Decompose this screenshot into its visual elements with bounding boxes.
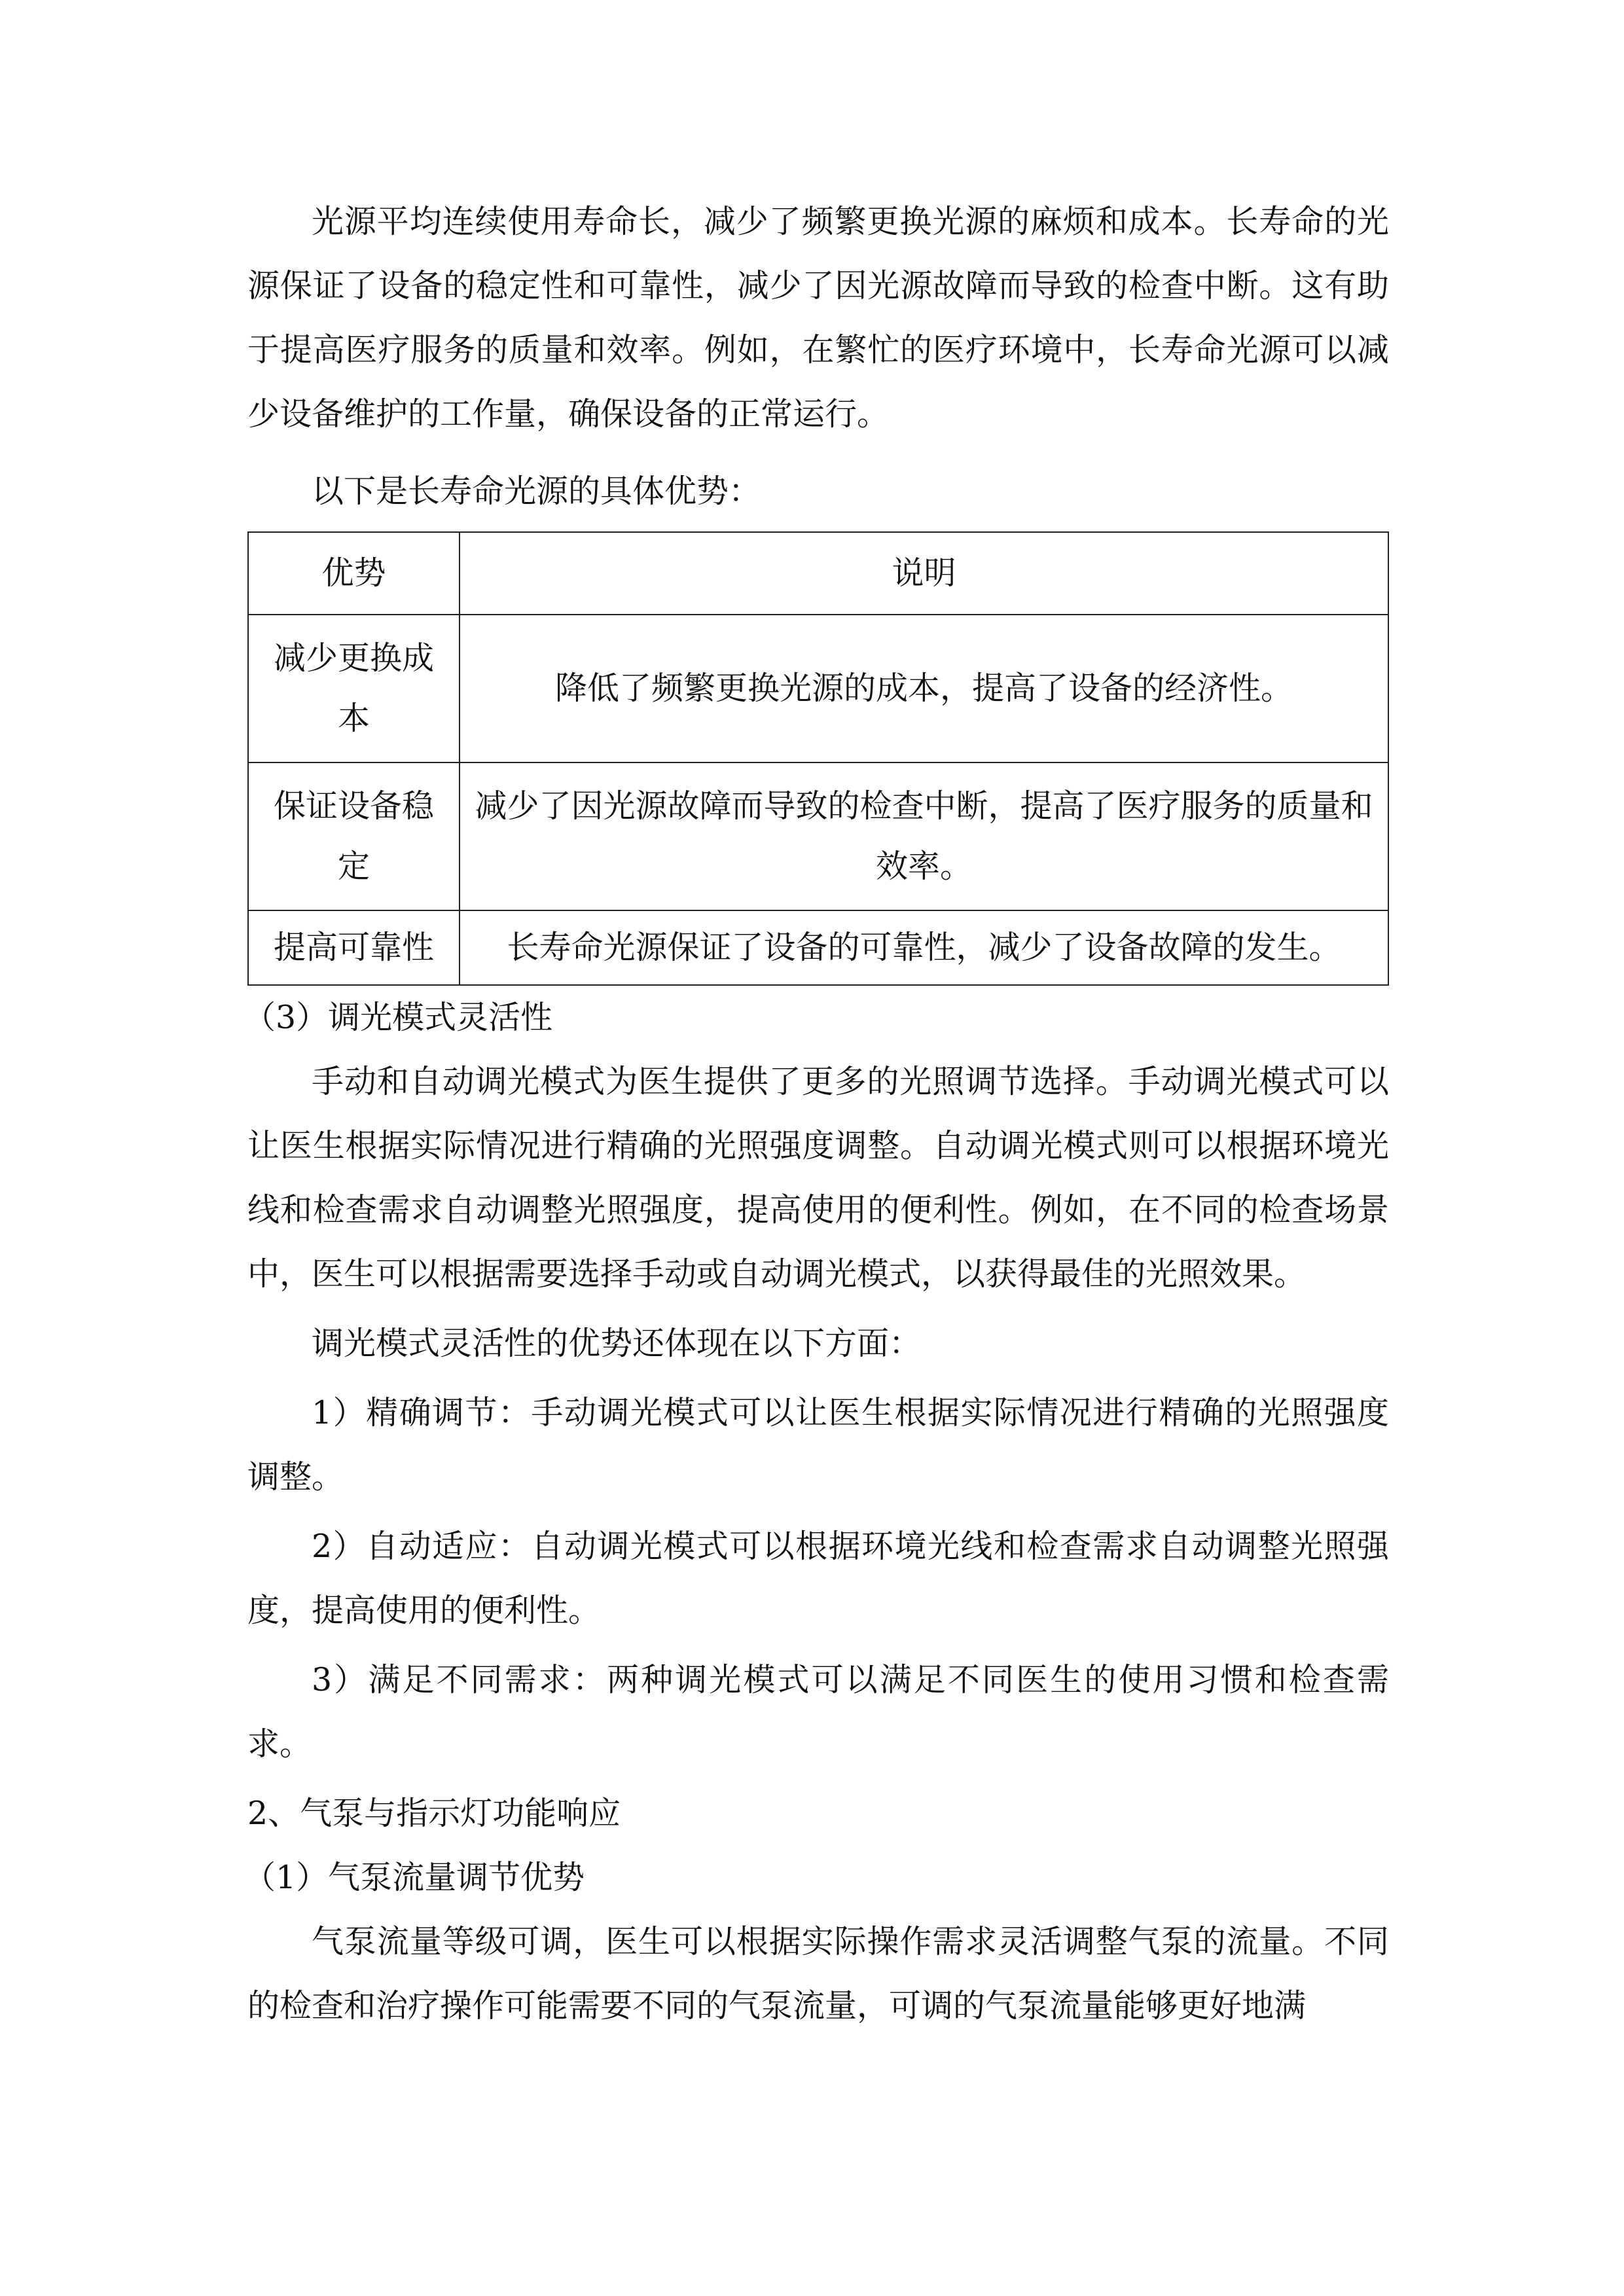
table-row [248, 910, 1388, 985]
paragraph-dimming-advantages-intro: 调光模式灵活性的优势还体现在以下方面： [312, 1325, 922, 1362]
paragraph-light-source-lifespan: 光源平均连续使用寿命长，减少了频繁更换光源的麻烦和成本。长寿命的光源保证了设备的稳定性和可靠性，减少了因光源故障而导致的检查中断。这有助于提高医疗服务的质量和效率。例如，在繁忙的医疗环境中，长寿命光源可以减少设备维护的工作量，确保设备的正常运行。 [247, 203, 1389, 433]
table-cell-description: 降低了频繁更换光源的成本，提高了设备的经济性。 [460, 615, 1388, 762]
advantages-table [247, 531, 1389, 986]
table-intro: 以下是长寿命光源的具体优势： [312, 473, 761, 510]
table-header-description: 说明 [460, 532, 1388, 615]
list-item: 3）满足不同需求：两种调光模式可以满足不同医生的使用习惯和检查需求。 [247, 1661, 1389, 1763]
document-content [244, 190, 1389, 2038]
table-cell-description: 减少了因光源故障而导致的检查中断，提高了医疗服务的质量和效率。 [460, 762, 1388, 910]
subsection-heading-air-pump-flow: （1）气泵流量调节优势 [244, 1859, 585, 1896]
table-row [248, 762, 1388, 910]
paragraph-dimming-modes: 手动和自动调光模式为医生提供了更多的光照调节选择。手动调光模式可以让医生根据实际情况进行精确的光照强度调整。自动调光模式则可以根据环境光线和检查需求自动调整光照强度，提高使用的便利性。例如，在不同的检查场景中，医生可以根据需要选择手动或自动调光模式，以获得最佳的光照效果。 [247, 1063, 1389, 1293]
advantages-table-wrapper [247, 531, 1389, 986]
table-cell-advantage: 提高可靠性 [248, 910, 460, 985]
table-header-advantage: 优势 [248, 532, 460, 615]
table-row [248, 615, 1388, 762]
table-cell-advantage: 保证设备稳定 [248, 762, 460, 910]
table-cell-advantage: 减少更换成本 [248, 615, 460, 762]
section-heading-air-pump: 2、气泵与指示灯功能响应 [247, 1795, 621, 1832]
table-cell-description: 长寿命光源保证了设备的可靠性，减少了设备故障的发生。 [460, 910, 1388, 985]
table-header-row [248, 532, 1388, 615]
list-item: 1）精确调节：手动调光模式可以让医生根据实际情况进行精确的光照强度调整。 [247, 1394, 1389, 1496]
list-item: 2）自动适应：自动调光模式可以根据环境光线和检查需求自动调整光照强度，提高使用的便利性。 [247, 1528, 1389, 1629]
subsection-heading-dimming: （3）调光模式灵活性 [244, 999, 553, 1036]
paragraph-air-pump-flow: 气泵流量等级可调，医生可以根据实际操作需求灵活调整气泵的流量。不同的检查和治疗操作可能需要不同的气泵流量，可调的气泵流量能够更好地满 [247, 1923, 1389, 2024]
